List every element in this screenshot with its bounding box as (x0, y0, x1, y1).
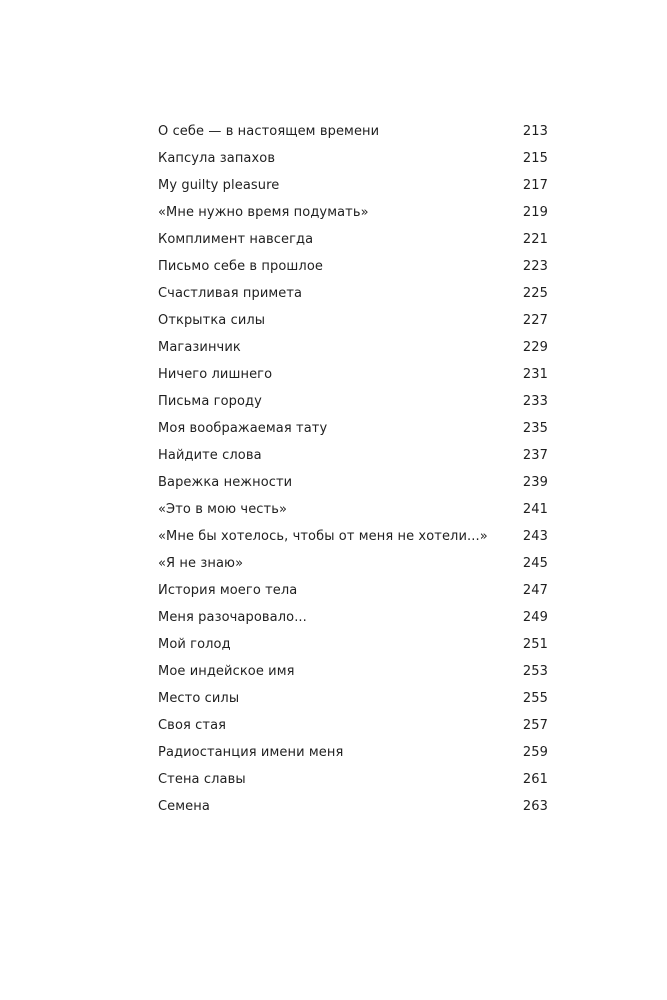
toc-entry (158, 361, 548, 388)
toc-entry (158, 685, 548, 712)
toc-entry (158, 631, 548, 658)
toc-entry-page: 245 (522, 556, 548, 571)
toc-entry (158, 712, 548, 739)
toc-entry (158, 793, 548, 820)
toc-entry-title: Своя стая (158, 718, 227, 733)
toc-entry-page: 233 (522, 394, 548, 409)
toc-entry-title: «Мне бы хотелось, чтобы от меня не хотели...» (158, 529, 488, 544)
toc-entry-page: 237 (522, 448, 548, 463)
toc-entry-page: 235 (522, 421, 548, 436)
toc-entry-page: 229 (522, 340, 548, 355)
toc-entry-page: 257 (522, 718, 548, 733)
toc-entry-title: Ничего лишнего (158, 367, 273, 382)
toc-entry-title: О себе — в настоящем времени (158, 124, 380, 139)
toc-entry (158, 253, 548, 280)
toc-entry-page: 223 (522, 259, 548, 274)
toc-entry-title: «Я не знаю» (158, 556, 244, 571)
toc-entry-page: 241 (522, 502, 548, 517)
toc-entry (158, 415, 548, 442)
toc-entry (158, 469, 548, 496)
toc-entry (158, 442, 548, 469)
toc-entry-title: Письмо себе в прошлое (158, 259, 323, 274)
toc-entry-title: Капсула запахов (158, 151, 276, 166)
toc-entry-title: Моя воображаемая тату (158, 421, 328, 436)
toc-entry-title: Варежка нежности (158, 475, 293, 490)
toc-entry (158, 334, 548, 361)
toc-entry-page: 219 (522, 205, 548, 220)
toc-entry (158, 199, 548, 226)
toc-entry-page: 255 (522, 691, 548, 706)
toc-entry-page: 263 (522, 799, 548, 814)
toc-entry (158, 172, 548, 199)
toc-entry-title: Мое индейское имя (158, 664, 295, 679)
toc-entry (158, 577, 548, 604)
toc-entry-title: Мой голод (158, 637, 231, 652)
toc-entry-page: 259 (522, 745, 548, 760)
toc-entry-page: 243 (522, 529, 548, 544)
toc-entry (158, 739, 548, 766)
toc-entry-title: Комплимент навсегда (158, 232, 314, 247)
toc-entry-page: 251 (522, 637, 548, 652)
toc-entry-title: «Это в мою честь» (158, 502, 288, 517)
toc-entry (158, 523, 548, 550)
toc-entry (158, 226, 548, 253)
toc-entry-title: Счастливая примета (158, 286, 303, 301)
toc-entry-title: Открытка силы (158, 313, 266, 328)
toc-entry-page: 253 (522, 664, 548, 679)
toc-entry-title: Стена славы (158, 772, 246, 787)
table-of-contents (158, 118, 548, 820)
toc-entry-page: 215 (522, 151, 548, 166)
toc-entry-title: Семена (158, 799, 210, 814)
toc-entry-title: Радиостанция имени меня (158, 745, 344, 760)
toc-entry-page: 217 (522, 178, 548, 193)
toc-entry-page: 249 (522, 610, 548, 625)
toc-entry (158, 658, 548, 685)
toc-entry-title: Найдите слова (158, 448, 262, 463)
toc-entry-title: Меня разочаровало... (158, 610, 307, 625)
toc-entry-page: 225 (522, 286, 548, 301)
toc-entry (158, 280, 548, 307)
toc-entry (158, 604, 548, 631)
toc-entry-page: 213 (522, 124, 548, 139)
toc-entry-title: Место силы (158, 691, 240, 706)
toc-entry-title: История моего тела (158, 583, 298, 598)
toc-entry (158, 550, 548, 577)
toc-entry (158, 145, 548, 172)
toc-entry-title: Письма городу (158, 394, 262, 409)
toc-entry-page: 239 (522, 475, 548, 490)
toc-entry (158, 307, 548, 334)
toc-entry-page: 231 (522, 367, 548, 382)
toc-entry-page: 221 (522, 232, 548, 247)
toc-entry (158, 118, 548, 145)
toc-entry-title: My guilty pleasure (158, 178, 280, 193)
toc-entry-title: «Мне нужно время подумать» (158, 205, 369, 220)
toc-entry-page: 261 (522, 772, 548, 787)
toc-entry (158, 766, 548, 793)
toc-entry-page: 247 (522, 583, 548, 598)
toc-entry (158, 388, 548, 415)
toc-entry-title: Магазинчик (158, 340, 241, 355)
toc-entry-page: 227 (522, 313, 548, 328)
toc-entry (158, 496, 548, 523)
